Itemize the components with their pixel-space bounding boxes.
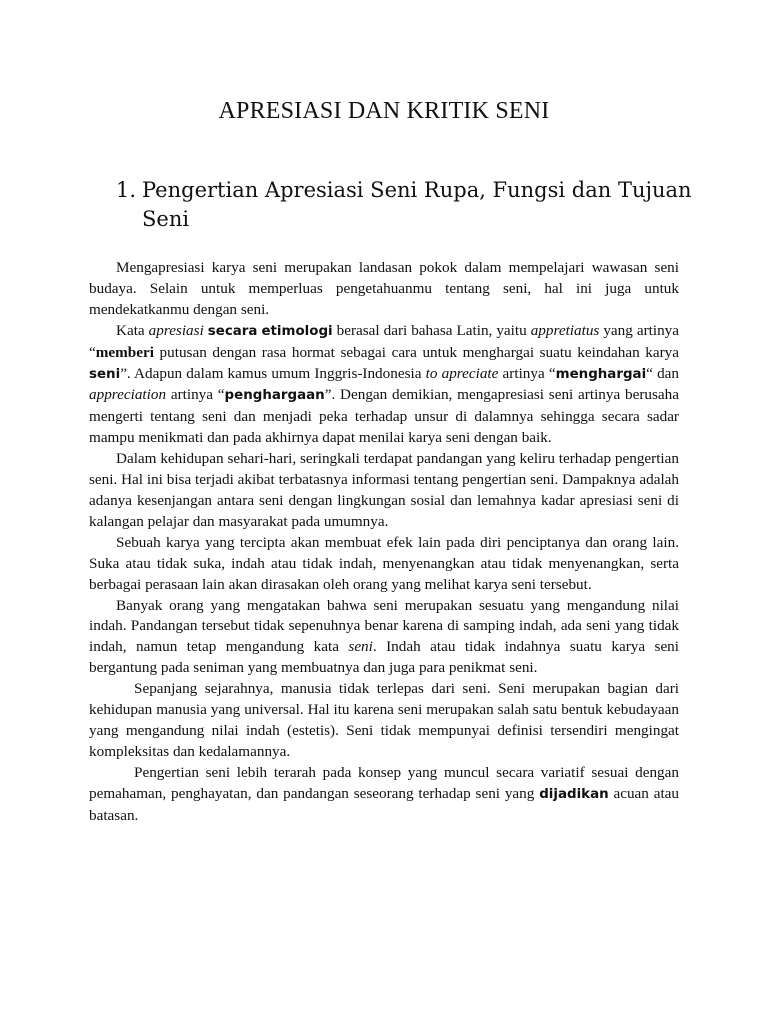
paragraph: Mengapresiasi karya seni merupakan landasan pokok dalam mempelajari wawasan seni budaya. Selain untuk memperluas pengetahuanmu tentang seni, hal ini juga untuk mendekatkanmu dengan seni. bbox=[89, 259, 679, 318]
paragraph: Sepanjang sejarahnya, manusia tidak terlepas dari seni. Seni merupakan bagian dari kehidupan manusia yang universal. Hal itu karena seni merupakan salah satu bentuk kebudayaan yang mengandung nilai indah (estetis). Seni tidak mempunyai definisi tersendiri mengingat kompleksitas dan kedalamannya. bbox=[89, 680, 679, 760]
paragraph: Kata apresiasi secara etimologi berasal dari bahasa Latin, yaitu appretiatus yang artinya “memberi putusan dengan rasa hormat sebagai cara untuk menghargai suatu keindahan karya seni”. Adapun dalam kamus umum Inggris-Indonesia to apreciate artinya “menghargai“ dan appreciation artinya “penghargaan”. Dengan demikian, mengapresiasi seni artinya berusaha mengerti tentang seni dan menjadi peka terhadap unsur di dalamnya sehingga secara sadar mampu menikmati dan pada akhirnya dapat menilai karya seni dengan baik. bbox=[89, 321, 679, 447]
paragraph: Sebuah karya yang tercipta akan membuat efek lain pada diri penciptanya dan orang lain. Suka atau tidak suka, indah atau tidak indah, menyenangkan atau tidak menyenangkan, serta berbagai perasaan lain akan dirasakan oleh orang yang melihat karya seni tersebut. bbox=[89, 533, 679, 593]
section-number: 1. bbox=[116, 178, 137, 202]
section-heading bbox=[116, 176, 696, 234]
paragraph: Banyak orang yang mengatakan bahwa seni merupakan sesuatu yang mengandung nilai indah. Pandangan tersebut tidak sepenuhnya benar karena di samping indah, ada seni yang tidak indah, namun tetap mengandung kata seni. Indah atau tidak indahnya suatu karya seni bergantung pada seniman yang membuatnya dan juga para penikmat seni. bbox=[89, 596, 679, 677]
section-heading-text: Pengertian Apresiasi Seni Rupa, Fungsi dan Tujuan Seni bbox=[142, 178, 692, 231]
document-body bbox=[89, 258, 679, 826]
paragraph: Dalam kehidupan sehari-hari, seringkali terdapat pandangan yang keliru terhadap pengertian seni. Hal ini bisa terjadi akibat terbatasnya informasi tentang pengertian seni. Dampaknya adalah adanya kesenjangan antara seni dengan lingkungan sosial dan lemahnya kadar apresiasi seni di kalangan pelajar dan masyarakat pada umumnya. bbox=[89, 450, 679, 530]
document-title: APRESIASI DAN KRITIK SENI bbox=[218, 98, 550, 124]
paragraph: Pengertian seni lebih terarah pada konsep yang muncul secara variatif sesuai dengan pemahaman, penghayatan, dan pandangan seseorang terhadap seni yang dijadikan acuan atau batasan. bbox=[89, 763, 679, 824]
